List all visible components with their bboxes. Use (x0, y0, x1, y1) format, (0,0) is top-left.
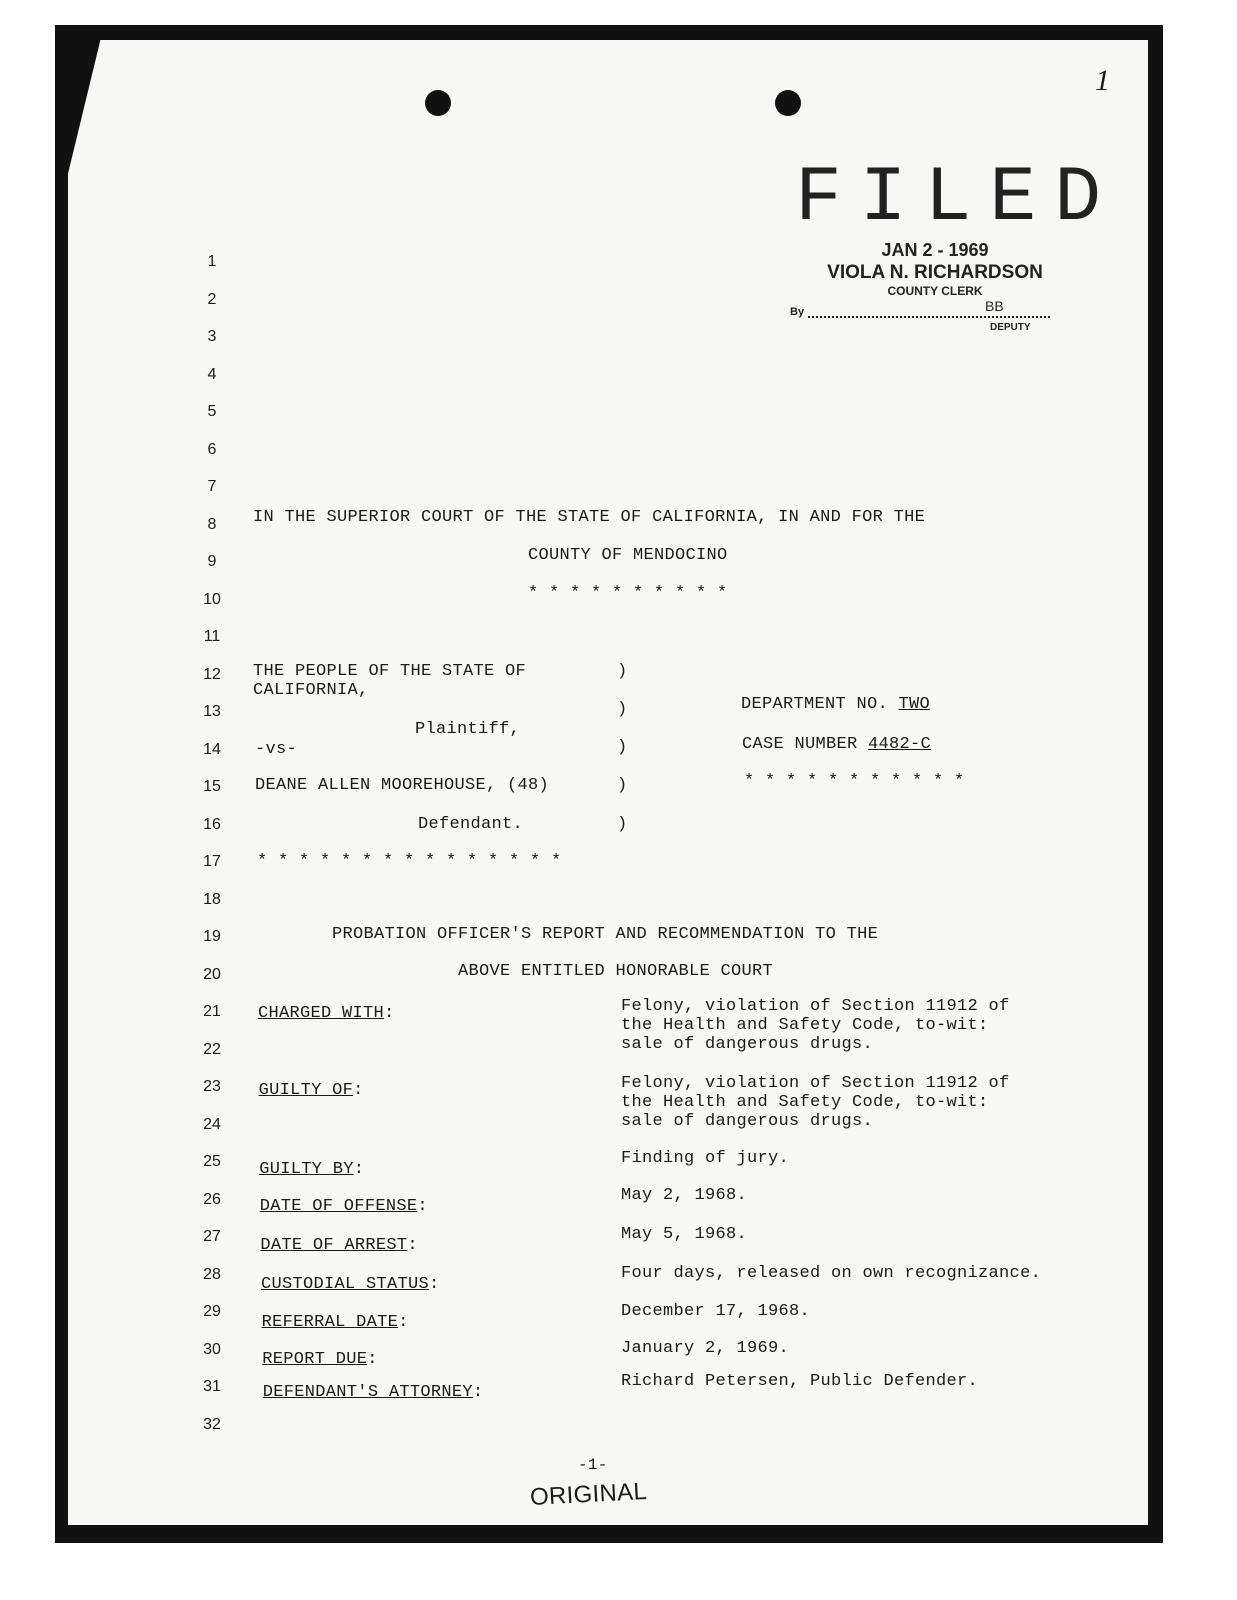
field-value: January 2, 1969. (621, 1339, 790, 1358)
caption-paren: ) (617, 738, 628, 757)
plaintiff-name: THE PEOPLE OF THE STATE OF (253, 662, 527, 681)
stamp-title: FILED (795, 155, 1120, 243)
line-number: 18 (203, 890, 221, 908)
line-number: 23 (203, 1078, 221, 1095)
line-number: 27 (203, 1228, 221, 1245)
line-number: 6 (207, 440, 217, 458)
line-number: 31 (203, 1378, 221, 1395)
line-number: 3 (207, 328, 217, 345)
field-label (259, 1081, 364, 1100)
line-number: 14 (203, 740, 221, 758)
field-value: Four days, released on own recognizance. (621, 1264, 1042, 1283)
department-value: TWO (898, 695, 931, 714)
line-number: 13 (203, 703, 221, 720)
colon: : (353, 1081, 364, 1100)
field-value: Felony, violation of Section 11912 of (621, 1074, 1010, 1093)
defendant-name: DEANE ALLEN MOOREHOUSE, (48) (255, 776, 550, 795)
field-label (262, 1313, 409, 1332)
line-number: 17 (203, 853, 221, 870)
county-heading: COUNTY OF MENDOCINO (528, 546, 728, 565)
line-number: 25 (203, 1153, 221, 1170)
field-value: Richard Petersen, Public Defender. (621, 1372, 979, 1391)
line-number: 16 (203, 815, 221, 833)
stamp-date: JAN 2 - 1969 (881, 240, 989, 260)
field-label (258, 1004, 395, 1023)
colon: : (367, 1350, 378, 1369)
line-number: 21 (203, 1003, 221, 1020)
punch-hole (425, 90, 451, 116)
caption-paren: ) (617, 662, 628, 681)
field-value: the Health and Safety Code, to-wit: (621, 1093, 989, 1112)
plaintiff-role: Plaintiff, (415, 720, 521, 739)
colon: : (429, 1275, 440, 1294)
caption-stars: * * * * * * * * * * * * * * * (257, 852, 562, 871)
field-label (262, 1350, 378, 1369)
field-value: sale of dangerous drugs. (621, 1035, 874, 1054)
line-number: 26 (203, 1190, 221, 1208)
field-label-text: CUSTODIAL STATUS (261, 1275, 430, 1294)
field-label-text: REFERRAL DATE (261, 1313, 399, 1332)
stamp-deputy: DEPUTY (990, 322, 1031, 333)
report-title: PROBATION OFFICER'S REPORT AND RECOMMENDATION TO THE (332, 925, 879, 944)
case-stars: * * * * * * * * * * * (744, 772, 965, 791)
field-label-text: REPORT DUE (262, 1350, 368, 1369)
field-label-text: CHARGED WITH (258, 1004, 385, 1023)
line-number: 19 (203, 928, 221, 945)
stamp-initials: BB (985, 298, 1004, 314)
versus: -vs- (255, 740, 298, 759)
line-number: 5 (207, 403, 217, 420)
line-number: 22 (203, 1040, 221, 1058)
line-number: 28 (203, 1265, 221, 1283)
department-label: DEPARTMENT NO. (741, 695, 889, 714)
field-value: December 17, 1968. (621, 1302, 811, 1321)
field-label (261, 1275, 440, 1294)
stamp-clerk: VIOLA N. RICHARDSON (827, 262, 1043, 283)
plaintiff-name-cont: CALIFORNIA, (253, 681, 369, 700)
line-number: 11 (203, 628, 221, 645)
line-number: 12 (203, 665, 221, 683)
page-number: -1- (578, 1456, 608, 1474)
case-number: 4482-C (868, 735, 932, 754)
line-number: 7 (207, 478, 217, 495)
line-number: 15 (203, 778, 221, 795)
line-number: 2 (207, 290, 217, 308)
case-label: CASE NUMBER (742, 735, 858, 754)
line-number: 8 (207, 515, 217, 533)
field-label (260, 1197, 428, 1216)
colon: : (384, 1004, 395, 1023)
field-value: May 2, 1968. (621, 1186, 748, 1205)
caption-paren: ) (617, 700, 628, 719)
field-value: the Health and Safety Code, to-wit: (621, 1016, 989, 1035)
field-label-text: DATE OF OFFENSE (259, 1197, 418, 1216)
field-label-text: GUILTY OF (258, 1081, 354, 1100)
caption-paren: ) (617, 776, 628, 795)
court-heading: IN THE SUPERIOR COURT OF THE STATE OF CALIFORNIA, IN AND FOR THE (253, 508, 926, 527)
line-number: 9 (207, 553, 217, 570)
divider-stars: * * * * * * * * * * (528, 584, 728, 603)
field-value: Finding of jury. (621, 1149, 790, 1168)
colon: : (398, 1313, 409, 1332)
stamp-by: By (790, 306, 805, 318)
line-number: 10 (203, 590, 221, 608)
stamp-office: COUNTY CLERK (887, 284, 983, 298)
field-label (259, 1160, 364, 1179)
field-label (260, 1236, 418, 1255)
caption-paren: ) (617, 815, 628, 834)
colon: : (353, 1160, 365, 1179)
stamp-signature-line (808, 316, 1050, 318)
colon: : (407, 1236, 418, 1255)
corner-mark: 1 (1095, 64, 1111, 97)
line-number: 1 (207, 253, 217, 270)
field-label (263, 1383, 484, 1402)
field-value: sale of dangerous drugs. (621, 1112, 874, 1131)
line-number: 4 (207, 365, 217, 383)
colon: : (472, 1383, 484, 1402)
line-number: 32 (203, 1415, 221, 1433)
report-subtitle: ABOVE ENTITLED HONORABLE COURT (458, 962, 774, 981)
colon: : (417, 1197, 428, 1216)
field-value: Felony, violation of Section 11912 of (621, 997, 1010, 1016)
field-label-text: DATE OF ARREST (260, 1236, 408, 1255)
line-number: 20 (203, 965, 221, 983)
defendant-role: Defendant. (418, 815, 524, 834)
line-number: 24 (203, 1115, 221, 1133)
original-stamp: ORIGINAL (529, 1477, 648, 1512)
field-label-text: GUILTY BY (259, 1160, 354, 1179)
punch-hole (775, 90, 801, 116)
line-number: 29 (203, 1303, 221, 1320)
line-number: 30 (203, 1340, 221, 1358)
field-value: May 5, 1968. (621, 1225, 748, 1244)
field-label-text: DEFENDANT'S ATTORNEY (262, 1383, 473, 1402)
